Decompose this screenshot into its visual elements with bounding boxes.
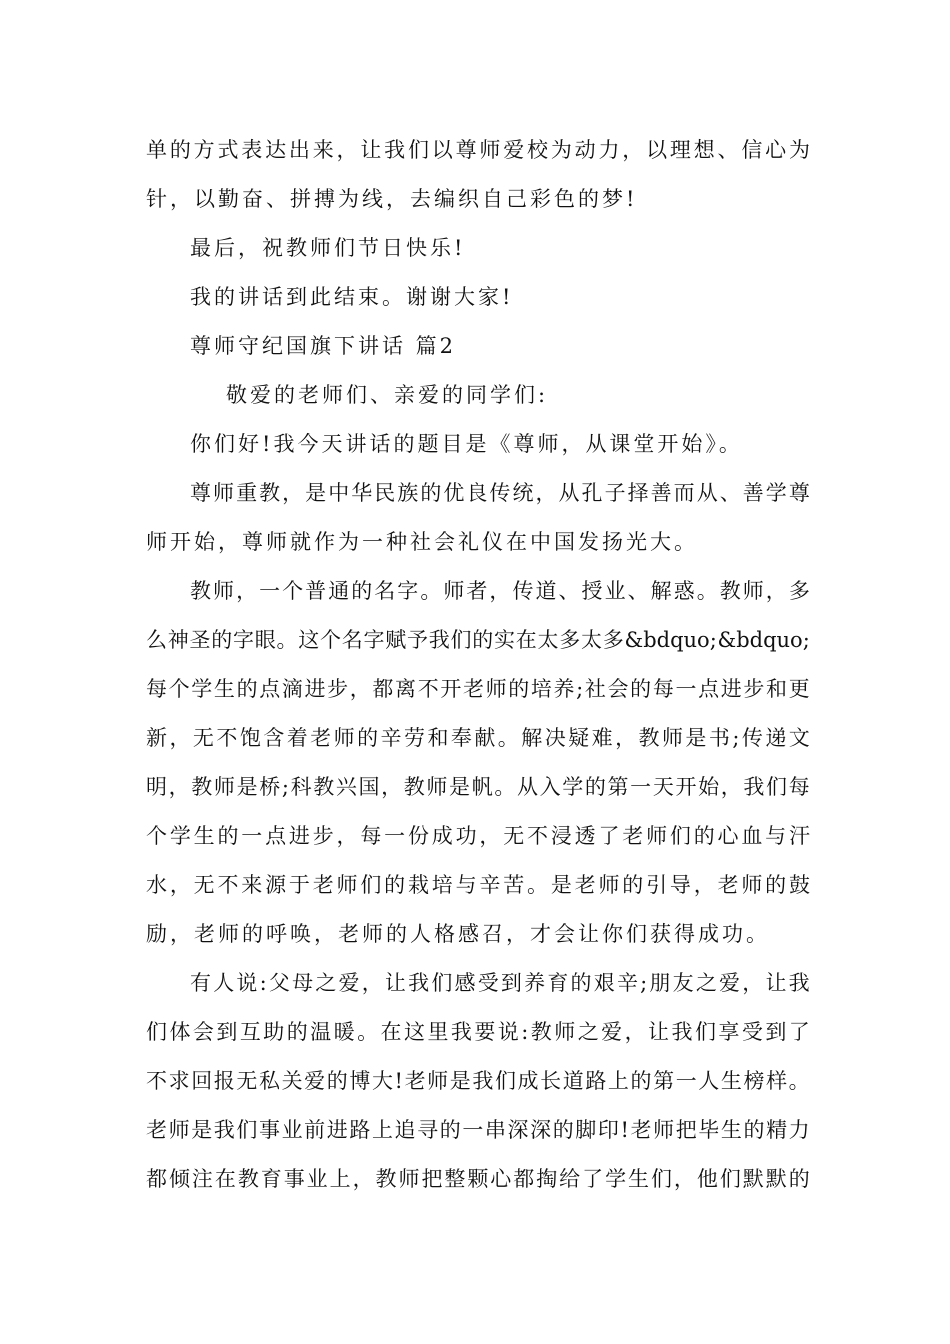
text-line: 尊师守纪国旗下讲话 篇2 xyxy=(190,334,457,358)
text-line: 针，以勤奋、拼搏为线，去编织自己彩色的梦! xyxy=(146,187,638,211)
text-line: 单 的 方 式 表 达 出 来 ， 让 我 们 以 尊 师 爱 校 为 动 力 ， 以 理 想 、 信 心 为 xyxy=(146,138,810,162)
text-line: 都 倾 注 在 教 育 事 业 上 ， 教 师 把 整 颗 心 都 掏 给 了 学 生 们 ， 他 们 默 默 的 xyxy=(146,1167,810,1191)
text-line: 励，老师的呼唤，老师的人格感召，才会让你们获得成功。 xyxy=(146,922,770,946)
document-body xyxy=(146,126,810,1204)
text-line: 每 个 学 生 的 点 滴 进 步 ， 都 离 不 开 老 师 的 培 养 ; 社 会 的 每 一 点 进 步 和 更 xyxy=(146,677,810,701)
text-line: 最后，祝教师们节日快乐! xyxy=(190,236,466,260)
text-line: 水 ， 无 不 来 源 于 老 师 们 的 栽 培 与 辛 苦 。 是 老 师 的 引 导 ， 老 师 的 鼓 xyxy=(146,873,810,897)
text-line: 敬爱的老师们、亲爱的同学们: xyxy=(226,383,549,407)
text-line: 师开始，尊师就作为一种社会礼仪在中国发扬光大。 xyxy=(146,530,698,554)
text-line: 尊 师 重 教 ， 是 中 华 民 族 的 优 良 传 统 ， 从 孔 子 择 善 而 从 、 善 学 尊 xyxy=(190,481,810,505)
text-line: 新 ， 无 不 饱 含 着 老 师 的 辛 劳 和 奉 献 。 解 决 疑 难 ， 教 师 是 书 ; 传 递 文 xyxy=(146,726,810,750)
text-line: 们 体 会 到 互 助 的 温 暖 。 在 这 里 我 要 说 : 教 师 之 爱 ， 让 我 们 享 受 到 了 xyxy=(146,1020,810,1044)
text-line: 老 师 是 我 们 事 业 前 进 路 上 追 寻 的 一 串 深 深 的 脚 印 ! 老 师 把 毕 生 的 精 力 xyxy=(146,1118,810,1142)
text-line: 明 ， 教 师 是 桥 ; 科 教 兴 国 ， 教 师 是 帆 。 从 入 学 的 第 一 天 开 始 ， 我 们 每 xyxy=(146,775,810,799)
text-line: 你们好!我今天讲话的题目是《尊师，从课堂开始》。 xyxy=(190,432,743,456)
text-line: 不 求 回 报 无 私 关 爱 的 博 大 ! 老 师 是 我 们 成 长 道 路 上 的 第 一 人 生 榜 样 。 xyxy=(146,1069,810,1093)
text-line: 么 神 圣 的 字 眼 。 这 个 名 字 赋 予 我 们 的 实 在 太 多 太 多 &bdquo; &bdquo; xyxy=(146,628,810,652)
text-line: 教 师 ， 一 个 普 通 的 名 字 。 师 者 ， 传 道 、 授 业 、 解 惑 。 教 师 ， 多 xyxy=(190,579,810,603)
text-line: 我的讲话到此结束。谢谢大家! xyxy=(190,285,514,309)
text-line: 个 学 生 的 一 点 进 步 ， 每 一 份 成 功 ， 无 不 浸 透 了 老 师 们 的 心 血 与 汗 xyxy=(146,824,810,848)
text-line: 有 人 说 : 父 母 之 爱 ， 让 我 们 感 受 到 养 育 的 艰 辛 ; 朋 友 之 爱 ， 让 我 xyxy=(190,971,810,995)
